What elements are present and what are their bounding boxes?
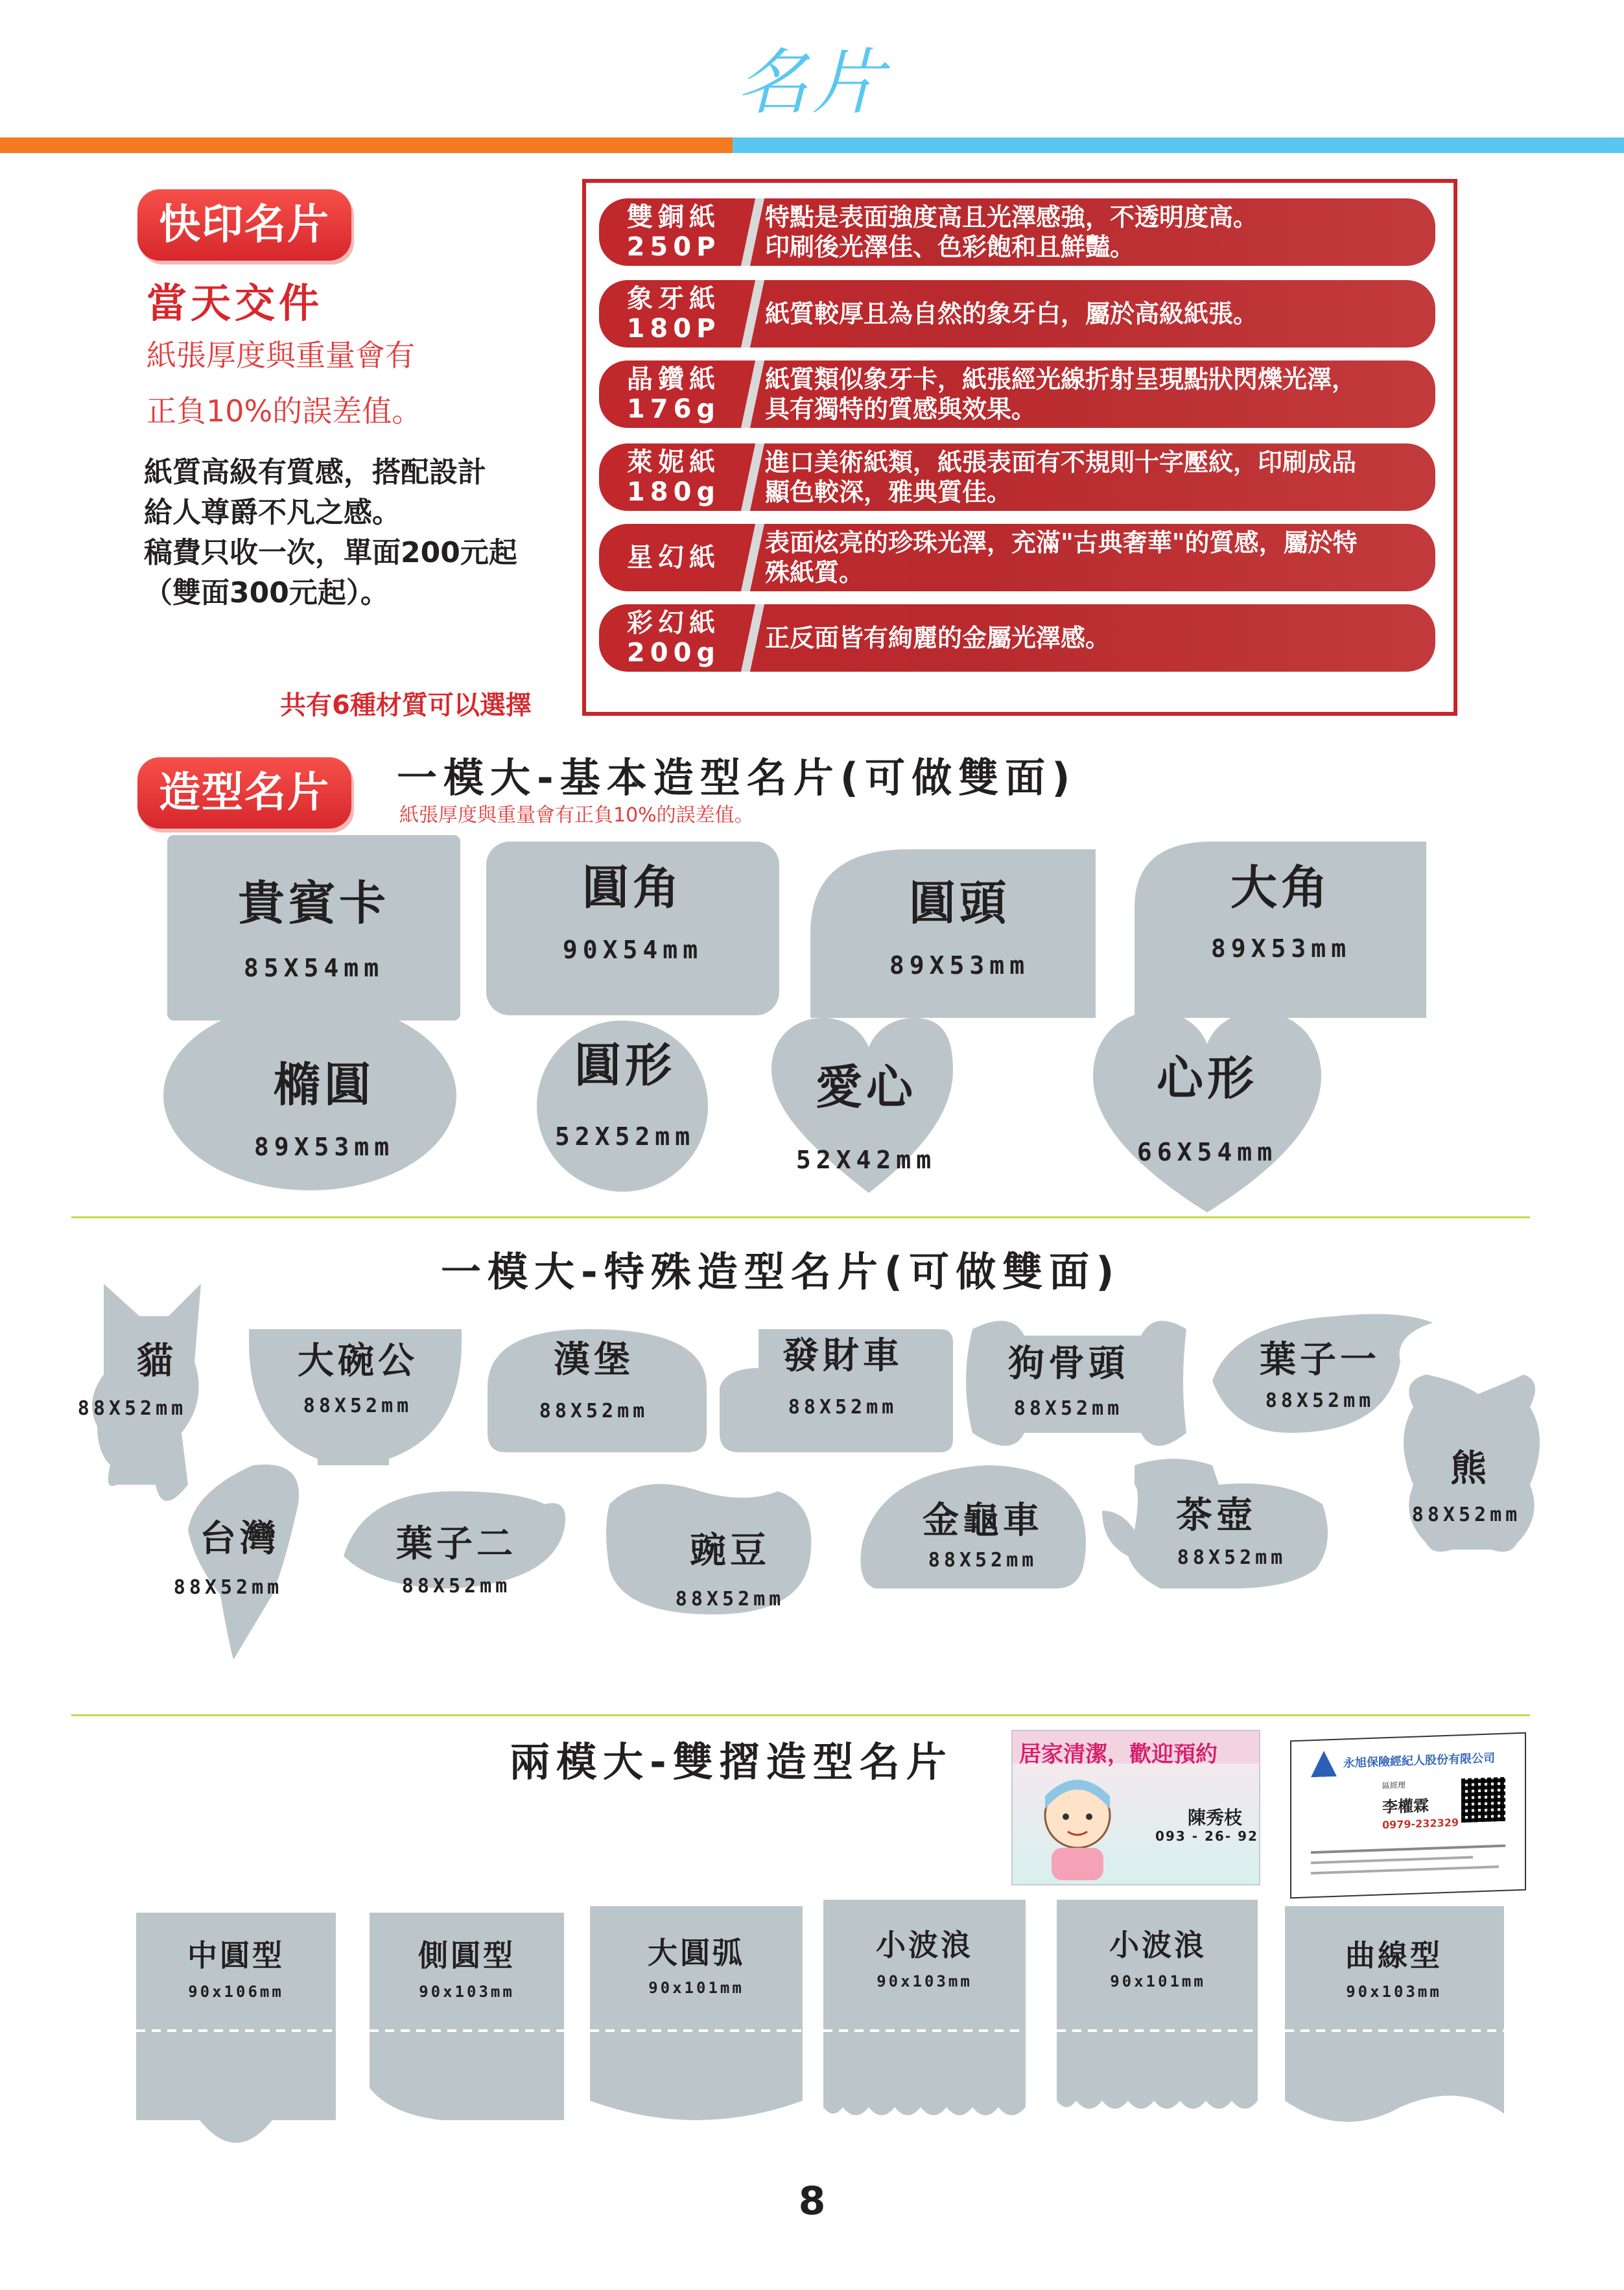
card-title: 居家清潔，歡迎預約 xyxy=(1019,1741,1218,1767)
paper-name xyxy=(599,280,748,348)
shape-size: 89X53mm xyxy=(889,951,1030,980)
sample-card-cleaning xyxy=(1011,1730,1260,1885)
shape-size: 89X53mm xyxy=(253,1133,395,1161)
paper-name xyxy=(599,360,748,428)
card-person-name: 陳秀枝 xyxy=(1188,1807,1243,1828)
paper-desc-line: 殊紙質。 xyxy=(765,558,864,587)
shape-size: 90x101mm xyxy=(1110,1972,1206,1990)
paper-description xyxy=(765,443,1416,511)
paper-description xyxy=(765,360,1416,428)
header-bar-blue xyxy=(733,137,1624,153)
paper-type-row xyxy=(599,524,1435,591)
shape-label: 圓角 xyxy=(582,860,684,915)
company-logo-icon xyxy=(1311,1751,1337,1777)
taiwan-shape xyxy=(188,1465,299,1660)
special-shapes xyxy=(0,1271,1624,1699)
basic-shapes xyxy=(0,823,1624,1212)
paper-weight: 180g xyxy=(626,477,721,507)
shape-label: 圓頭 xyxy=(908,876,1011,930)
paper-description xyxy=(765,604,1416,672)
qr-code-icon xyxy=(1461,1777,1505,1823)
card-rule xyxy=(1311,1856,1473,1865)
section-divider xyxy=(71,1714,1530,1716)
desc-line: 紙質高級有質感，搭配設計 xyxy=(144,456,486,489)
quick-print-badge: 快印名片 xyxy=(137,189,351,261)
shape-label: 小波浪 xyxy=(876,1928,973,1963)
cleaner-illustration xyxy=(1026,1770,1129,1880)
paper-desc-line: 顯色較深，雅典質佳。 xyxy=(765,478,1012,506)
tolerance-note-2: 正負10%的誤差值。 xyxy=(147,394,422,429)
paper-name xyxy=(599,524,748,591)
shape-size: 88X52mm xyxy=(1265,1389,1375,1412)
paper-desc-line: 特點是表面強度高且光澤感強，不透明度高。 xyxy=(765,203,1258,231)
shape-size: 90x103mm xyxy=(419,1983,515,2001)
fold-shapes xyxy=(0,1893,1624,2146)
paper-weight: 180P xyxy=(626,314,721,344)
basic-shape-note: 紙張厚度與重量會有正負10%的誤差值。 xyxy=(399,804,754,827)
shape-label: 中圓型 xyxy=(187,1938,285,1973)
shape-label: 曲線型 xyxy=(1345,1938,1442,1973)
shaped-card-badge: 造型名片 xyxy=(137,757,351,829)
paper-name-line: 晶鑽紙 xyxy=(627,364,720,394)
card-rule xyxy=(1311,1845,1505,1854)
shape-label: 愛心 xyxy=(815,1060,917,1115)
basic-shape-title: 一模大-基本造型名片(可做雙面) xyxy=(397,754,1077,801)
shape-size: 90x106mm xyxy=(188,1983,284,2001)
company-name: 永旭保險經紀人股份有限公司 xyxy=(1343,1751,1495,1771)
same-day-headline: 當天交件 xyxy=(147,279,324,327)
paper-desc-line: 紙質類似象牙卡，紙張經光線折射呈現點狀閃爍光澤， xyxy=(765,365,1357,394)
paper-type-row xyxy=(599,360,1435,428)
card-phone: 0979-232329 xyxy=(1382,1816,1459,1832)
paper-name xyxy=(599,198,748,266)
paper-name-line: 萊妮紙 xyxy=(627,447,720,477)
round-head-shape xyxy=(810,849,1096,1018)
paper-description xyxy=(765,280,1416,348)
paper-name-line: 星幻紙 xyxy=(627,543,720,572)
card-person-name: 李權霖 xyxy=(1382,1796,1429,1817)
paper-desc-line: 印刷後光澤佳、色彩飽和且鮮豔。 xyxy=(765,233,1135,261)
paper-description xyxy=(765,198,1416,266)
shape-size: 85X54mm xyxy=(243,954,384,982)
shape-label: 心形 xyxy=(1156,1051,1258,1105)
shape-size: 52X52mm xyxy=(554,1122,696,1151)
shape-label: 茶壺 xyxy=(1176,1494,1256,1537)
shape-size: 88X52mm xyxy=(1177,1546,1287,1569)
shape-size: 88X52mm xyxy=(1013,1397,1124,1420)
shape-size: 52X42mm xyxy=(795,1146,937,1174)
special-shape-title: 一模大-特殊造型名片(可做雙面) xyxy=(441,1248,1121,1295)
shape-label: 側圓型 xyxy=(418,1938,515,1973)
material-choice-note: 共有6種材質可以選擇 xyxy=(280,691,532,720)
paper-type-row xyxy=(599,198,1435,266)
shape-label: 發財車 xyxy=(783,1335,903,1377)
paper-type-row xyxy=(599,280,1435,348)
paper-description xyxy=(765,524,1416,591)
header-bar-orange xyxy=(0,137,733,153)
shape-label: 橢圓 xyxy=(273,1057,375,1112)
paper-desc-line: 具有獨特的質感與效果。 xyxy=(765,395,1037,423)
shape-size: 88X52mm xyxy=(1411,1504,1522,1526)
shape-size: 88X52mm xyxy=(77,1397,187,1420)
paper-desc-line: 紙質較厚且為自然的象牙白，屬於高級紙張。 xyxy=(765,300,1258,328)
paper-type-row xyxy=(599,604,1435,672)
shape-label: 貓 xyxy=(137,1340,177,1382)
shape-size: 89X53mm xyxy=(1210,934,1352,963)
shape-label: 大碗公 xyxy=(298,1340,418,1382)
paper-name xyxy=(599,443,748,511)
shape-label: 大角 xyxy=(1230,860,1332,915)
shape-label: 大圓弧 xyxy=(648,1935,745,1970)
paper-desc-line: 表面炫亮的珍珠光澤，充滿"古典奢華"的質感，屬於特 xyxy=(765,528,1358,557)
shape-size: 66X54mm xyxy=(1136,1138,1278,1166)
shape-size: 90x103mm xyxy=(877,1972,972,1990)
desc-line: （雙面300元起）。 xyxy=(144,576,389,609)
desc-line: 稿費只收一次，單面200元起 xyxy=(144,536,517,569)
card-phone: 093 - 26- 92 xyxy=(1155,1828,1258,1844)
shape-label: 台灣 xyxy=(200,1518,280,1560)
shape-label: 葉子一 xyxy=(1260,1339,1380,1381)
shape-size: 88X52mm xyxy=(303,1395,413,1417)
shape-label: 貴賓卡 xyxy=(237,876,390,930)
shape-size: 90x103mm xyxy=(1346,1983,1442,2001)
page-number: 8 xyxy=(798,2178,826,2224)
tolerance-note-1: 紙張厚度與重量會有 xyxy=(147,338,415,373)
shape-label: 熊 xyxy=(1450,1448,1490,1490)
shape-size: 90X54mm xyxy=(562,936,703,964)
sample-card-insurance xyxy=(1290,1732,1526,1899)
shape-label: 狗骨頭 xyxy=(1008,1343,1129,1385)
shape-size: 88X52mm xyxy=(675,1588,785,1611)
heart-shape xyxy=(1093,1011,1321,1212)
shape-size: 88X52mm xyxy=(928,1549,1038,1572)
paper-weight: 176g xyxy=(626,394,721,424)
section-divider xyxy=(71,1216,1530,1218)
shape-label: 漢堡 xyxy=(554,1339,634,1381)
paper-name xyxy=(599,604,748,672)
desc-line: 給人尊爵不凡之感。 xyxy=(144,496,401,529)
shape-label: 小波浪 xyxy=(1109,1928,1206,1963)
page-title: 名片 xyxy=(736,41,888,124)
shape-size: 88X52mm xyxy=(401,1575,512,1598)
shape-size: 90x101mm xyxy=(648,1979,744,1997)
paper-desc-line: 進口美術紙類，紙張表面有不規則十字壓紋，印刷成品 xyxy=(765,448,1357,477)
shape-label: 豌豆 xyxy=(690,1529,770,1572)
shape-label: 葉子二 xyxy=(396,1523,517,1565)
paper-name-line: 象牙紙 xyxy=(627,284,720,314)
cat-shape xyxy=(92,1284,201,1501)
fold-shape-title: 兩模大-雙摺造型名片 xyxy=(510,1738,953,1786)
shape-size: 88X52mm xyxy=(539,1400,649,1422)
quick-description xyxy=(144,453,517,613)
shape-size: 88X52mm xyxy=(788,1396,898,1419)
card-rule xyxy=(1311,1865,1499,1874)
paper-name-line: 雙銅紙 xyxy=(627,202,720,232)
paper-name-line: 彩幻紙 xyxy=(627,608,720,638)
paper-weight: 250P xyxy=(626,232,721,262)
shape-label: 金龜車 xyxy=(923,1500,1043,1542)
paper-desc-line: 正反面皆有絢麗的金屬光澤感。 xyxy=(765,624,1111,652)
paper-weight: 200g xyxy=(626,638,721,668)
shape-label: 圓形 xyxy=(574,1038,676,1092)
paper-type-row xyxy=(599,443,1435,511)
card-role: 區經理 xyxy=(1382,1780,1406,1791)
shape-size: 88X52mm xyxy=(173,1576,283,1599)
